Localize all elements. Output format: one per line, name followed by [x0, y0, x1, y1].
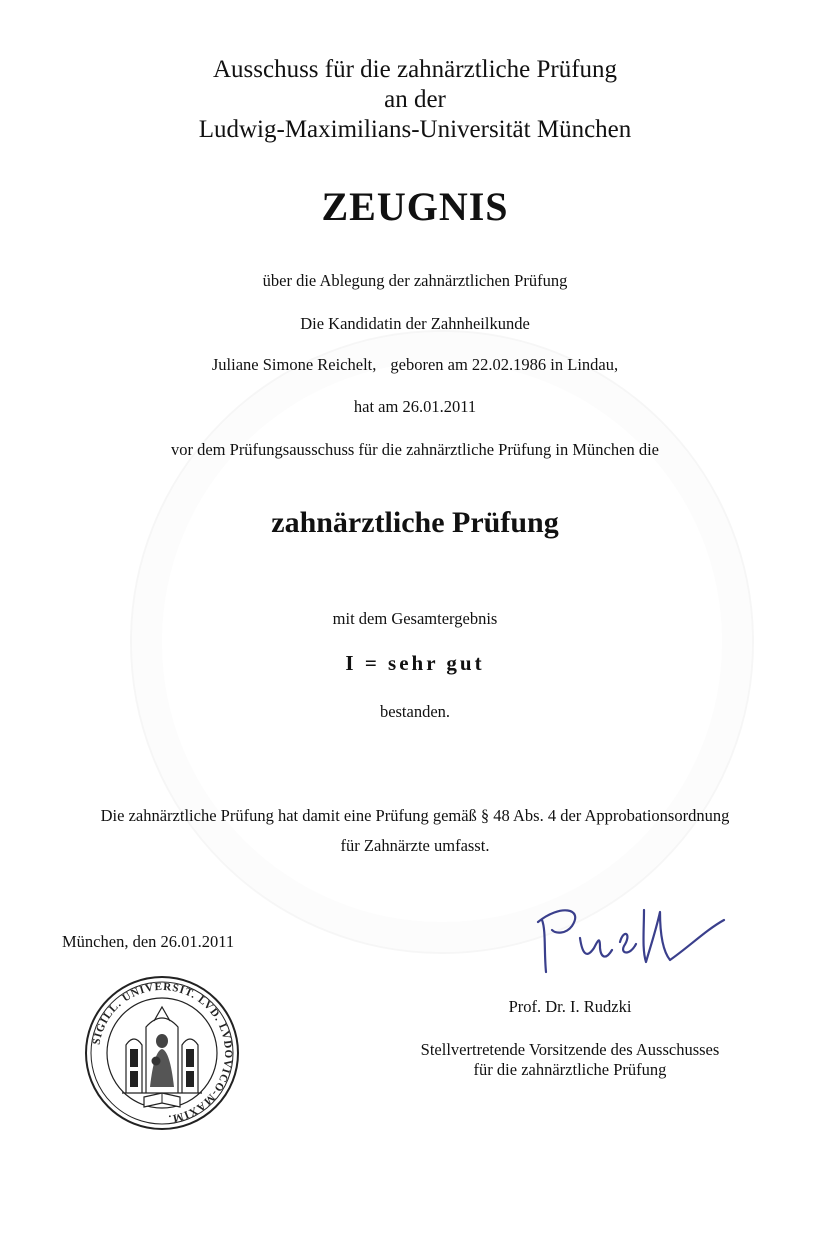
birth-info: geboren am 22.02.1986 in Lindau,: [390, 355, 619, 374]
handwritten-signature-icon: [520, 890, 730, 980]
candidate-name: Juliane Simone Reichelt,: [211, 355, 377, 374]
header-university: Ludwig-Maximilians-Universität München: [198, 116, 632, 143]
exam-name: zahnärztliche Prüfung: [271, 506, 559, 539]
header-an-der: an der: [384, 86, 446, 113]
signatory-role-line-1: Stellvertretende Vorsitzende des Ausschusses: [420, 1040, 720, 1059]
candidate-line: [0, 355, 830, 375]
exam-date-line: hat am 26.01.2011: [353, 397, 477, 416]
signatory-name: Prof. Dr. I. Rudzki: [508, 997, 632, 1016]
committee-line: vor dem Prüfungsausschuss für die zahnärztliche Prüfung in München die: [170, 440, 659, 459]
statement-line-2: für Zahnärzte umfasst.: [340, 836, 490, 855]
grade: I = sehr gut: [345, 651, 485, 675]
passed-line: bestanden.: [379, 702, 451, 721]
candidate-label: Die Kandidatin der Zahnheilkunde: [300, 314, 530, 333]
signatory-role-line-2: für die zahnärztliche Prüfung: [473, 1060, 667, 1079]
certificate-title: ZEUGNIS: [321, 184, 509, 229]
result-label: mit dem Gesamtergebnis: [332, 609, 498, 628]
university-seal-icon: [84, 975, 240, 1131]
seal-inscription: SIGILL. UNIVERSIT. LVD. LVDOVICO-MAXIM.: [90, 980, 235, 1125]
intro-line: über die Ablegung der zahnärztlichen Prüfung: [262, 271, 568, 290]
place-date: München, den 26.01.2011: [62, 932, 235, 951]
header-committee: Ausschuss für die zahnärztliche Prüfung: [212, 56, 618, 83]
statement-line-1: Die zahnärztliche Prüfung hat damit eine Prüfung gemäß § 48 Abs. 4 der Approbationsordnung: [100, 806, 730, 825]
watermark-seal: [130, 330, 754, 954]
